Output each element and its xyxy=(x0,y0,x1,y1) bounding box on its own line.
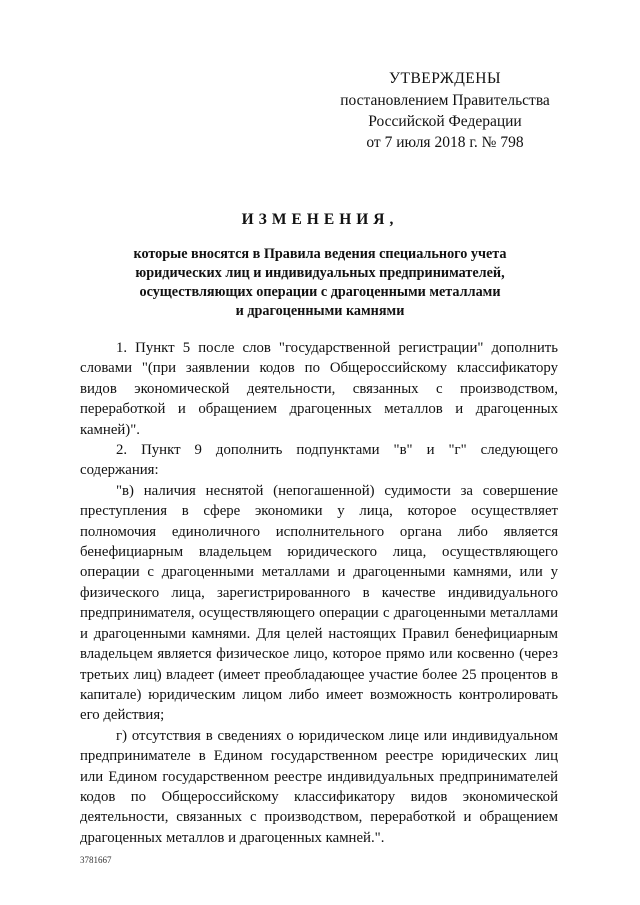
approval-line-2: Российской Федерации xyxy=(368,113,522,130)
paragraph-item-1: 1. Пункт 5 после слов "государственной регистрации" дополнить словами "(при заявлении кодов по Общероссийскому классификатору видов экономической деятельности, связанных с производством, переработкой и обращением драгоценных металлов и драгоценных камней)". xyxy=(80,340,558,438)
paragraph-subitem-v: "в) наличия неснятой (непогашенной) судимости за совершение преступления в сфере экономики у лица, которое осуществляет полномочия единоличного исполнительного органа либо является бенефициарным владельцем юридического лица, осуществляющего операции с драгоценными металлами и драгоценными камнями, или у физического лица, зарегистрированного в качестве индивидуального предпринимателя, осуществляющего операции с драгоценными металлами и драгоценными камнями. Для целей настоящих Правил бенефициарным владельцем является физическое лицо, которое прямо или косвенно (через третьих лиц) владеет (имеет преобладающее участие более 25 процентов в капитале) юридическим лицом либо имеет возможность контролировать его действия; xyxy=(80,482,558,724)
paragraph-subitem-g: г) отсутствия в сведениях о юридическом лице или индивидуальном предпринимателе в Едином государственном реестре юридических лиц или Едином государственном реестре индивидуальных предпринимателей кодов по Общероссийскому классификатору видов экономической деятельности, связанных с производством, переработкой и обращением драгоценных металлов и драгоценных камней.". xyxy=(80,727,558,846)
approval-stamp xyxy=(330,68,560,153)
document-subtitle xyxy=(80,245,560,321)
subtitle-line-2: юридических лиц и индивидуальных предпринимателей, xyxy=(135,265,505,281)
document-code: 3781667 xyxy=(80,855,112,865)
subtitle-line-4: и драгоценными камнями xyxy=(235,303,405,319)
approval-date-number: от 7 июля 2018 г. № 798 xyxy=(366,134,524,151)
paragraph-item-2: 2. Пункт 9 дополнить подпунктами "в" и "г" следующего содержания: xyxy=(80,442,558,479)
approval-heading: УТВЕРЖДЕНЫ xyxy=(389,70,501,87)
approval-line-1: постановлением Правительства xyxy=(340,92,550,109)
subtitle-line-1: которые вносятся в Правила ведения специального учета xyxy=(133,246,507,262)
subtitle-line-3: осуществляющих операции с драгоценными металлами xyxy=(139,284,501,300)
document-title: ИЗМЕНЕНИЯ, xyxy=(241,211,399,228)
document-body xyxy=(80,338,558,848)
